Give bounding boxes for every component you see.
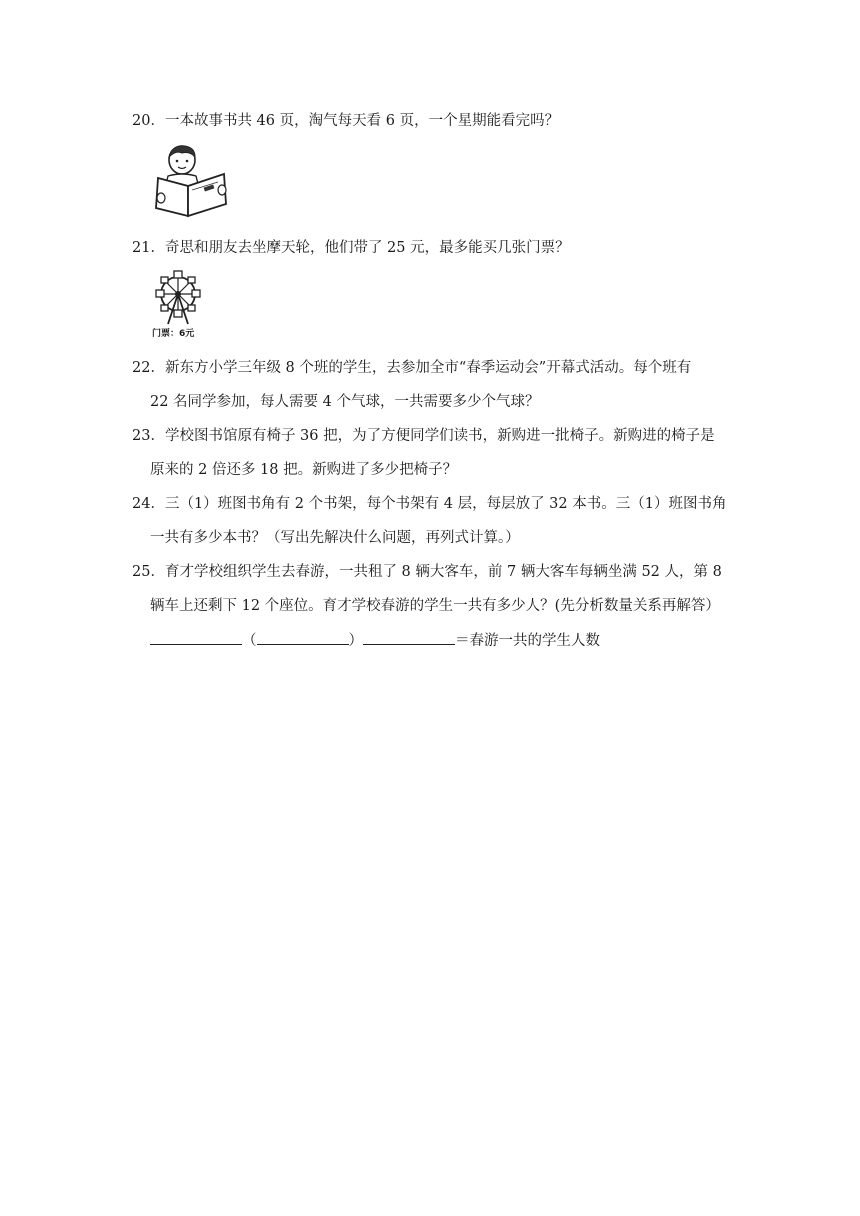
boy-reading-book-icon [152, 142, 232, 220]
question-22-continued: 22 名同学参加，每人需要 4 个气球，一共需要多少个气球？ [150, 394, 540, 410]
question-number: 22． [132, 360, 165, 376]
answer-blank-2[interactable] [257, 628, 349, 645]
question-text: 奇思和朋友去坐摩天轮，他们带了 25 元，最多能买几张门票？ [164, 240, 570, 256]
question-20 [132, 110, 732, 132]
question-number: 21． [132, 240, 165, 256]
answer-suffix: ＝春游一共的学生人数 [455, 633, 600, 649]
question-text: 一本故事书共 46 页，淘气每天看 6 页，一个星期能看完吗？ [164, 113, 560, 129]
question-25-continued: 辆车上还剩下 12 个座位。育才学校春游的学生一共有多少人？(先分析数量关系再解答） [150, 598, 720, 614]
answer-line [150, 628, 600, 652]
question-text: 新东方小学三年级 8 个班的学生，去参加全市“春季运动会”开幕式活动。每个班有 [164, 360, 692, 376]
question-21 [132, 237, 732, 259]
question-number: 25． [132, 564, 165, 580]
question-25 [132, 561, 732, 583]
question-23-continued: 原来的 2 倍还多 18 把。新购进了多少把椅子？ [150, 462, 458, 478]
open-paren: （ [242, 633, 257, 649]
question-24 [132, 493, 732, 515]
ticket-price-label: 门票：6元 [152, 329, 195, 339]
answer-blank-3[interactable] [363, 628, 455, 645]
question-number: 23． [132, 428, 165, 444]
close-paren: ） [348, 633, 363, 649]
ferris-wheel-icon [152, 268, 210, 340]
question-22 [132, 357, 732, 379]
question-number: 20． [132, 113, 165, 129]
question-text: 学校图书馆原有椅子 36 把，为了方便同学们读书，新购进一批椅子。新购进的椅子是 [164, 428, 715, 444]
answer-blank-1[interactable] [150, 628, 242, 645]
question-24-continued: 一共有多少本书？（写出先解决什么问题，再列式计算。） [150, 530, 520, 546]
question-number: 24． [132, 496, 165, 512]
question-text: 三（1）班图书角有 2 个书架，每个书架有 4 层，每层放了 32 本书。三（1）班图书角 [164, 496, 727, 512]
question-23 [132, 425, 732, 447]
question-text: 育才学校组织学生去春游，一共租了 8 辆大客车，前 7 辆大客车每辆坐满 52 人，第 8 [164, 564, 722, 580]
